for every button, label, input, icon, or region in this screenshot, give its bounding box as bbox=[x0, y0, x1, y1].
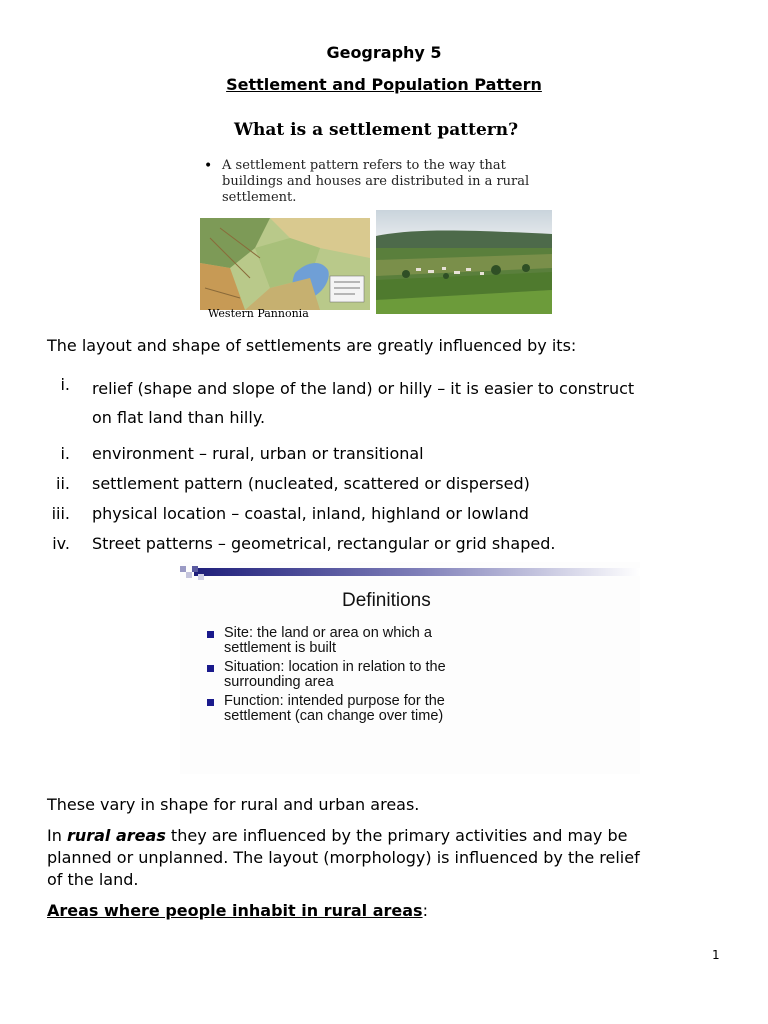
paragraph-line: planned or unplanned. The layout (morphology) is influenced by the relief bbox=[47, 848, 640, 867]
list-text-line: relief (shape and slope of the land) or hilly – it is easier to construct bbox=[92, 379, 635, 398]
text-run: In bbox=[47, 826, 67, 845]
definition-line: surrounding area bbox=[224, 674, 334, 690]
definitions-heading: Definitions bbox=[342, 590, 431, 611]
document-subtitle bbox=[0, 75, 768, 94]
list-text bbox=[92, 374, 742, 432]
square-bullet-icon bbox=[207, 631, 214, 638]
square-bullet-icon bbox=[207, 665, 214, 672]
section-heading-text: Areas where people inhabit in rural areas bbox=[47, 901, 423, 920]
paragraph-rural-areas bbox=[47, 825, 747, 891]
settlement-pattern-slide bbox=[196, 112, 556, 324]
slide-header-bar bbox=[180, 564, 640, 582]
list-number: i. bbox=[60, 444, 70, 463]
western-pannonia-map bbox=[200, 218, 370, 310]
paragraph-rural-urban: These vary in shape for rural and urban areas. bbox=[47, 795, 420, 814]
slide-text-line: settlement. bbox=[222, 190, 297, 205]
slide-heading: What is a settlement pattern? bbox=[233, 120, 519, 140]
slide-bullet: • bbox=[204, 158, 213, 174]
list-number: i. bbox=[60, 375, 70, 394]
list-text: physical location – coastal, inland, highland or lowland bbox=[92, 504, 529, 523]
emphasis-rural-areas: rural areas bbox=[66, 826, 166, 845]
definition-line: settlement is built bbox=[224, 640, 337, 656]
definitions-slide bbox=[180, 562, 640, 774]
list-text: Street patterns – geometrical, rectangular or grid shaped. bbox=[92, 534, 556, 553]
square-bullet-icon bbox=[207, 699, 214, 706]
definition-item bbox=[224, 694, 445, 724]
list-text-line: on flat land than hilly. bbox=[92, 408, 266, 427]
section-heading-colon: : bbox=[422, 901, 428, 920]
paragraph-line: of the land. bbox=[47, 870, 139, 889]
page-number: 1 bbox=[712, 948, 720, 962]
definition-line: Site: the land or area on which a bbox=[224, 625, 432, 641]
list-item bbox=[40, 374, 740, 434]
map-caption: Western Pannonia bbox=[208, 307, 309, 320]
definition-line: settlement (can change over time) bbox=[224, 708, 444, 724]
list-text: environment – rural, urban or transitional bbox=[92, 444, 424, 463]
slide-text-line: buildings and houses are distributed in a rural bbox=[222, 174, 530, 189]
slide-text-line: A settlement pattern refers to the way that bbox=[222, 158, 506, 173]
list-number: ii. bbox=[56, 474, 70, 493]
document-title: Geography 5 bbox=[326, 43, 442, 62]
list-text: settlement pattern (nucleated, scattered or dispersed) bbox=[92, 474, 530, 493]
definition-line: Situation: location in relation to the bbox=[224, 659, 446, 675]
rural-landscape-photo bbox=[376, 210, 552, 314]
subtitle-text: Settlement and Population Pattern bbox=[226, 75, 542, 94]
definition-item bbox=[224, 626, 432, 656]
paragraph-line bbox=[47, 825, 747, 847]
section-heading-rural bbox=[47, 900, 428, 922]
definition-line: Function: intended purpose for the bbox=[224, 693, 445, 709]
text-run: they are influenced by the primary activities and may be bbox=[165, 826, 628, 845]
list-number: iii. bbox=[51, 504, 70, 523]
intro-paragraph: The layout and shape of settlements are greatly influenced by its: bbox=[47, 336, 577, 355]
slide-definition-text bbox=[222, 158, 529, 206]
list-number: iv. bbox=[52, 534, 70, 553]
definition-item bbox=[224, 660, 446, 690]
